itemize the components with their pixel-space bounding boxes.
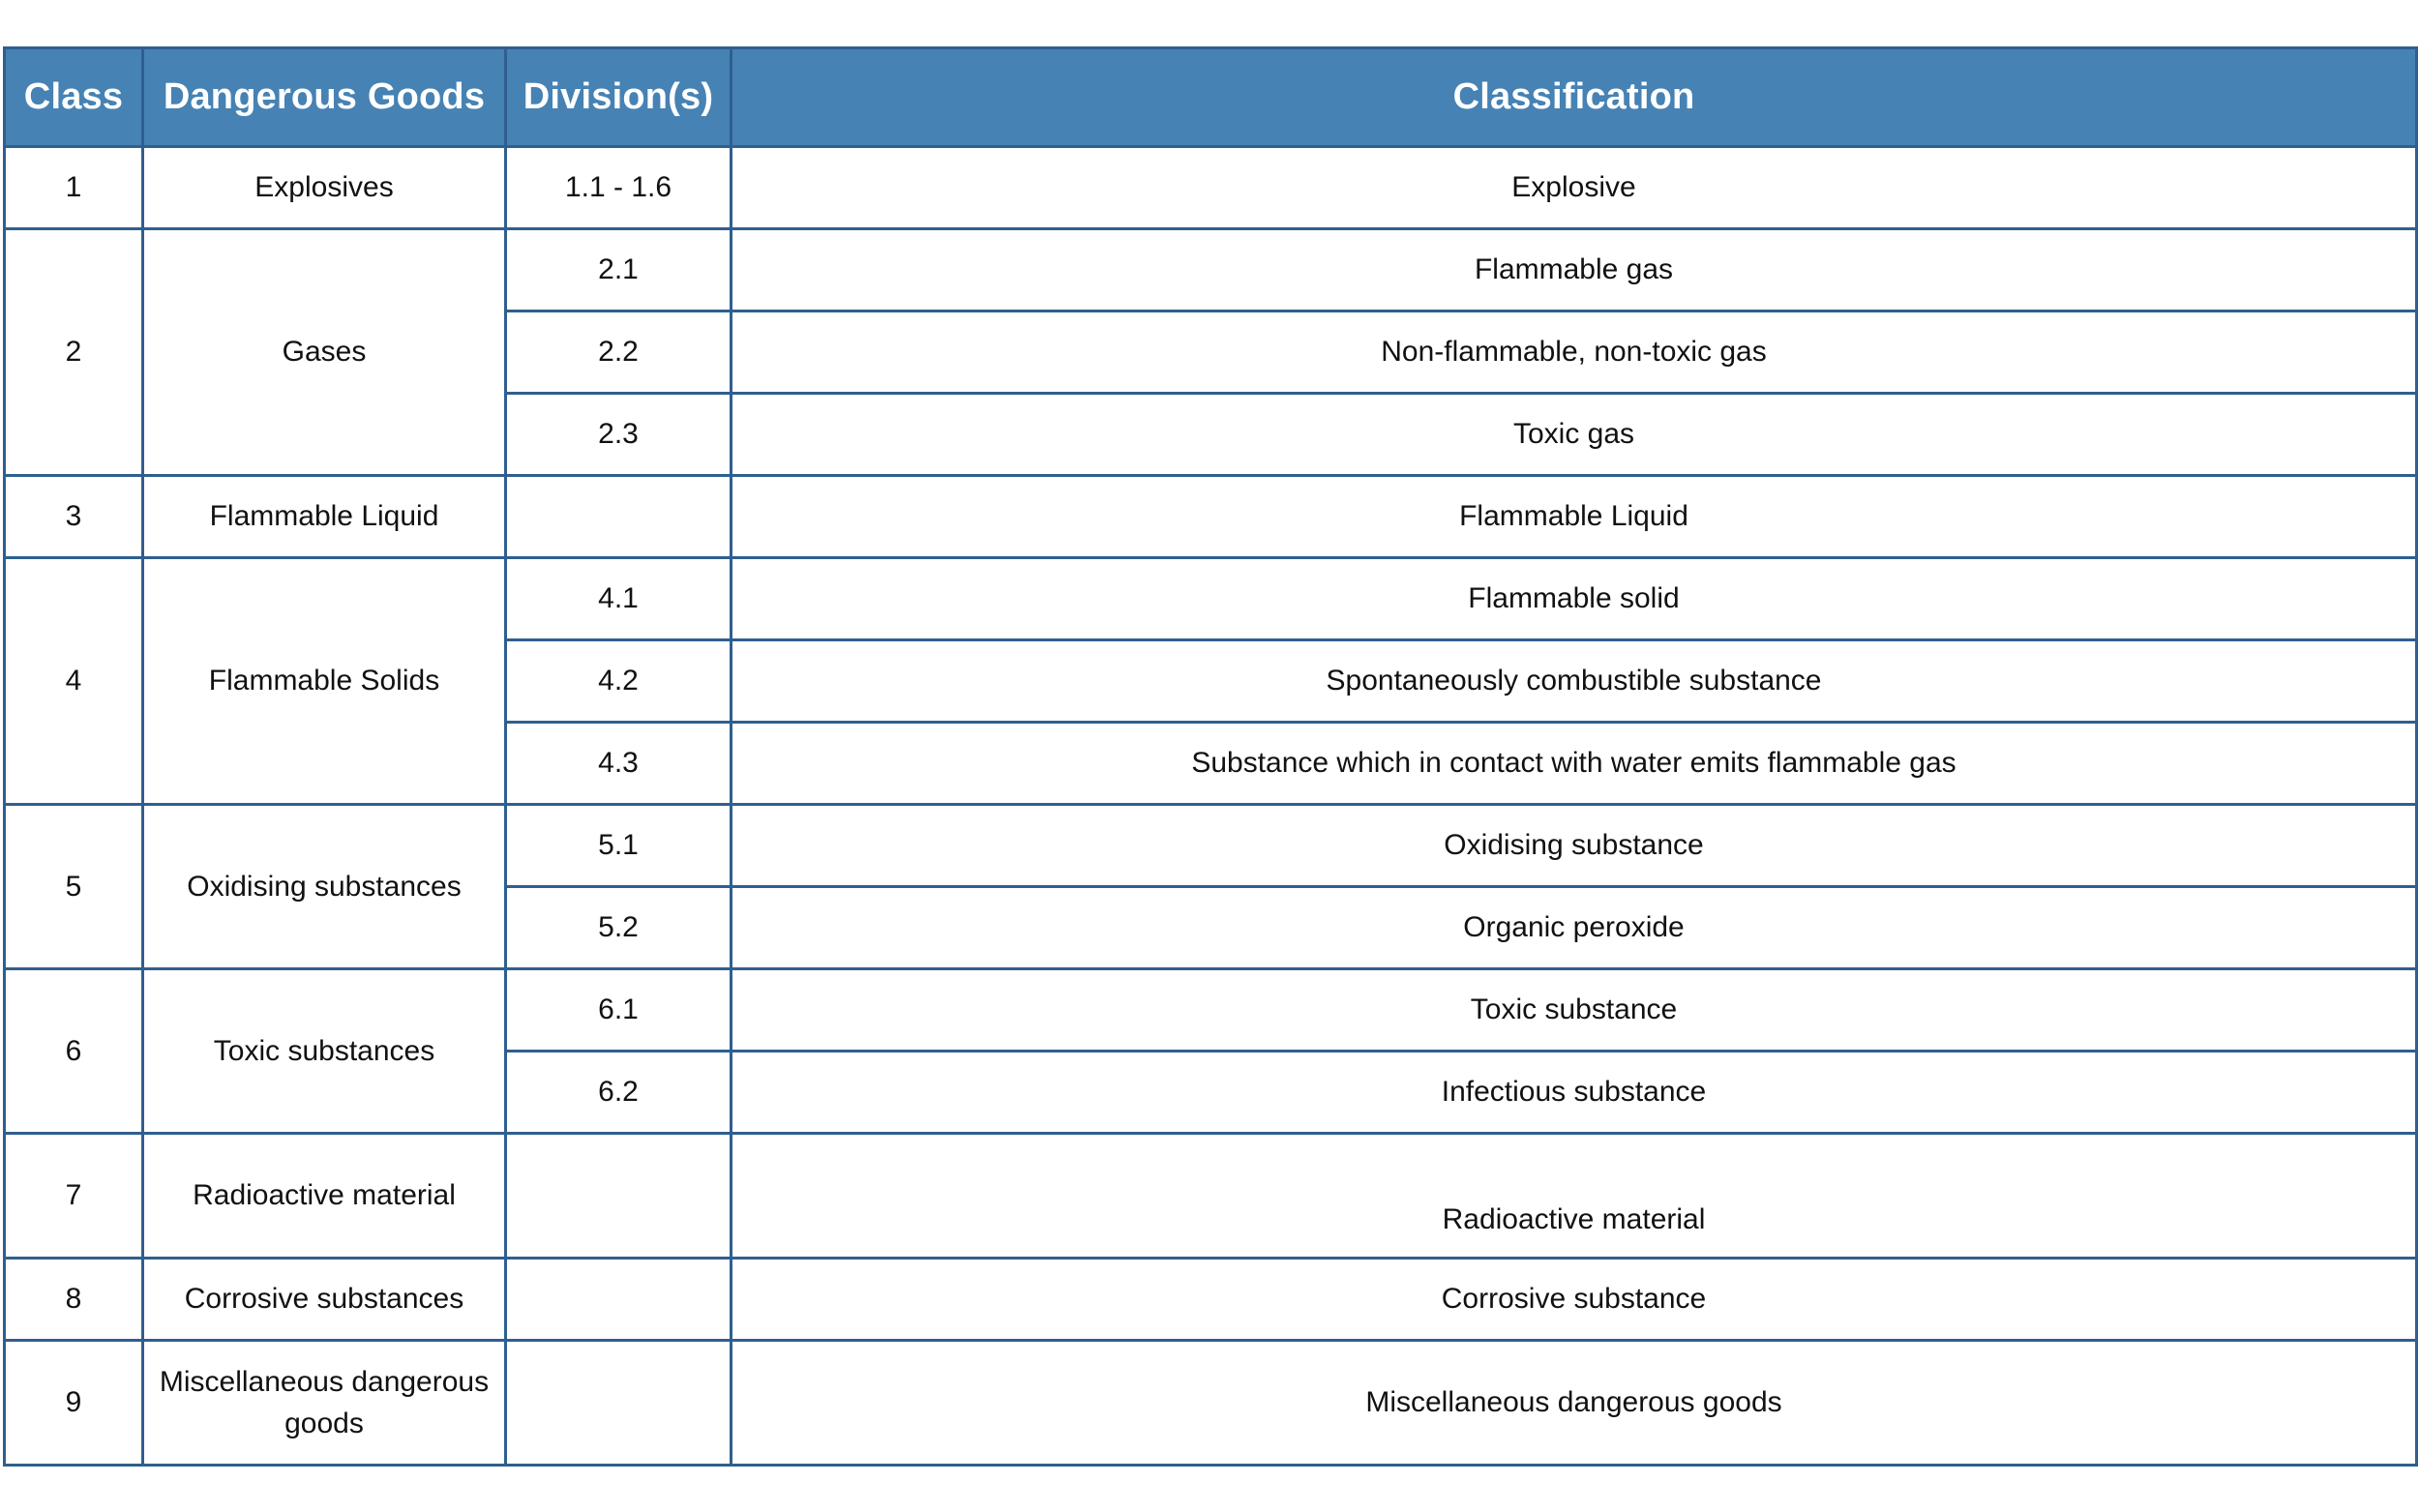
- table-row: [5, 969, 2417, 1052]
- table-row: [5, 558, 2417, 640]
- division-cell: 6.2: [506, 1052, 732, 1134]
- division-cell: 5.2: [506, 887, 732, 969]
- header-classification: Classification: [732, 48, 2417, 147]
- classification-cell: Toxic substance: [732, 969, 2417, 1052]
- table-row: [5, 476, 2417, 558]
- class-cell: 6: [5, 969, 143, 1134]
- division-cell: [506, 476, 732, 558]
- table-row: [5, 1341, 2417, 1466]
- division-cell: 1.1 - 1.6: [506, 147, 732, 229]
- goods-cell: Radioactive material: [143, 1134, 506, 1259]
- class-cell: 7: [5, 1134, 143, 1259]
- class-cell: 5: [5, 805, 143, 969]
- division-cell: 2.3: [506, 394, 732, 476]
- class-cell: 1: [5, 147, 143, 229]
- class-cell: 4: [5, 558, 143, 805]
- division-cell: 4.2: [506, 640, 732, 723]
- table-row: [5, 1134, 2417, 1259]
- classification-cell: Infectious substance: [732, 1052, 2417, 1134]
- classification-cell: Substance which in contact with water emits flammable gas: [732, 723, 2417, 805]
- division-cell: 2.2: [506, 311, 732, 394]
- classification-cell: Non-flammable, non-toxic gas: [732, 311, 2417, 394]
- goods-cell: Flammable Liquid: [143, 476, 506, 558]
- division-cell: 5.1: [506, 805, 732, 887]
- header-dangerous-goods: Dangerous Goods: [143, 48, 506, 147]
- division-cell: 2.1: [506, 229, 732, 311]
- class-cell: 9: [5, 1341, 143, 1466]
- header-class: Class: [5, 48, 143, 147]
- classification-cell: Explosive: [732, 147, 2417, 229]
- division-cell: 6.1: [506, 969, 732, 1052]
- dangerous-goods-table: [3, 46, 2418, 1467]
- classification-cell: Flammable gas: [732, 229, 2417, 311]
- classification-cell: Flammable solid: [732, 558, 2417, 640]
- goods-cell: Toxic substances: [143, 969, 506, 1134]
- classification-cell: Radioactive material: [732, 1134, 2417, 1259]
- class-cell: 2: [5, 229, 143, 476]
- division-cell: 4.1: [506, 558, 732, 640]
- goods-cell: Corrosive substances: [143, 1259, 506, 1341]
- table-row: [5, 229, 2417, 311]
- classification-cell: Flammable Liquid: [732, 476, 2417, 558]
- classification-cell: Corrosive substance: [732, 1259, 2417, 1341]
- header-divisions: Division(s): [506, 48, 732, 147]
- table-row: [5, 805, 2417, 887]
- goods-cell: Gases: [143, 229, 506, 476]
- classification-cell: Miscellaneous dangerous goods: [732, 1341, 2417, 1466]
- table-row: [5, 147, 2417, 229]
- classification-cell: Organic peroxide: [732, 887, 2417, 969]
- header-row: [5, 48, 2417, 147]
- classification-cell: Oxidising substance: [732, 805, 2417, 887]
- goods-cell: Oxidising substances: [143, 805, 506, 969]
- division-cell: [506, 1134, 732, 1259]
- division-cell: [506, 1341, 732, 1466]
- class-cell: 3: [5, 476, 143, 558]
- goods-cell: Flammable Solids: [143, 558, 506, 805]
- classification-cell: Toxic gas: [732, 394, 2417, 476]
- division-cell: 4.3: [506, 723, 732, 805]
- goods-cell: Miscellaneous dangerous goods: [143, 1341, 506, 1466]
- classification-cell: Spontaneously combustible substance: [732, 640, 2417, 723]
- class-cell: 8: [5, 1259, 143, 1341]
- division-cell: [506, 1259, 732, 1341]
- table-row: [5, 1259, 2417, 1341]
- goods-cell: Explosives: [143, 147, 506, 229]
